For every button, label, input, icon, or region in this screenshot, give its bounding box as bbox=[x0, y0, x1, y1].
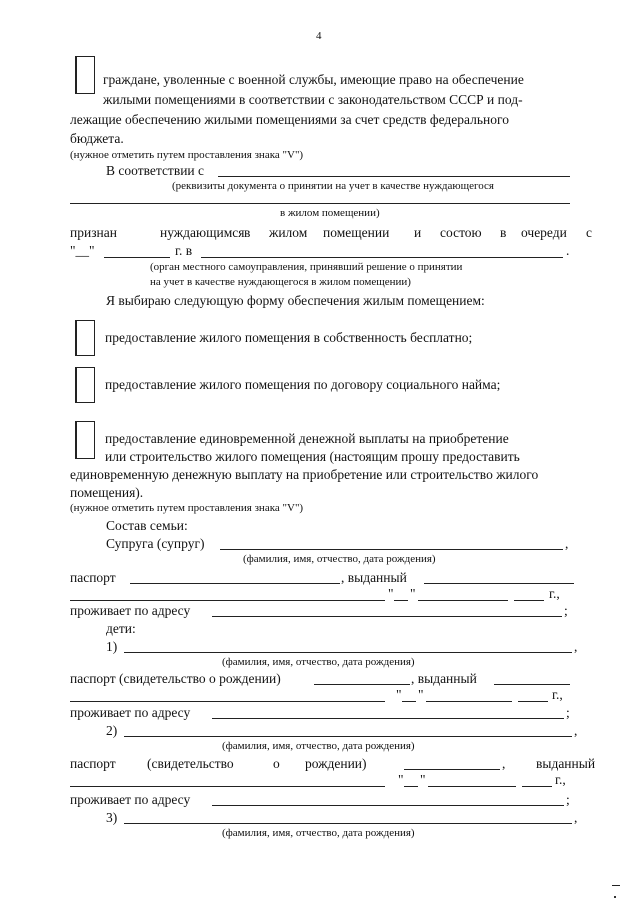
child-2-birth-word: рождении) bbox=[305, 756, 367, 771]
spouse-issue-day-field[interactable] bbox=[394, 600, 408, 601]
authority-caption-1: (орган местного самоуправления, принявший решение о принятии bbox=[150, 261, 463, 273]
queue-date-field[interactable] bbox=[104, 257, 170, 258]
child-3-comma: , bbox=[574, 810, 578, 825]
child-1-issued-label: , выданный bbox=[411, 671, 477, 686]
recognized-word-9: очереди bbox=[521, 225, 567, 240]
child-1-issued-by-field-2[interactable] bbox=[70, 701, 385, 702]
child-3-number: 3) bbox=[106, 810, 118, 825]
spouse-issue-year-field[interactable] bbox=[514, 600, 544, 601]
child-2-certificate-word: (свидетельство bbox=[147, 756, 234, 771]
military-line-1: граждане, уволенные с военной службы, имеющие право на обеспечение bbox=[103, 72, 524, 87]
option-payment-line-3: единовременную денежную выплату на приобретение или строительство жилого bbox=[70, 467, 539, 482]
spouse-fio-field[interactable] bbox=[220, 549, 563, 550]
child-1-address-field[interactable] bbox=[212, 718, 564, 719]
child-1-fio-field[interactable] bbox=[124, 652, 572, 653]
child-1-year-label: г., bbox=[552, 687, 563, 702]
spouse-fio-caption: (фамилия, имя, отчество, дата рождения) bbox=[243, 553, 436, 565]
choice-intro: Я выбираю следующую форму обеспечения жилым помещением: bbox=[106, 293, 485, 308]
document-details-field-2[interactable] bbox=[70, 203, 570, 204]
spouse-address-field[interactable] bbox=[212, 616, 562, 617]
child-2-issued-by-field[interactable] bbox=[70, 786, 385, 787]
recognized-word-10: с bbox=[586, 225, 592, 240]
child-2-address-semicolon: ; bbox=[566, 792, 570, 807]
child-1-issue-year-field[interactable] bbox=[518, 701, 548, 702]
military-checkbox[interactable] bbox=[75, 56, 95, 94]
child-1-issue-day-field[interactable] bbox=[402, 701, 416, 702]
child-1-passport-label: паспорт (свидетельство о рождении) bbox=[70, 671, 281, 686]
child-1-passport-field[interactable] bbox=[314, 684, 410, 685]
option-ownership-checkbox[interactable] bbox=[75, 320, 95, 356]
accordance-label: В соответствии с bbox=[106, 163, 205, 178]
option-payment-checkbox[interactable] bbox=[75, 421, 95, 459]
document-details-caption-2: в жилом помещении) bbox=[280, 207, 380, 219]
child-1-fio-caption: (фамилия, имя, отчество, дата рождения) bbox=[222, 656, 415, 668]
recognized-word-7: состою bbox=[440, 225, 482, 240]
option-social-rent-checkbox[interactable] bbox=[75, 367, 95, 403]
child-1-address-semicolon: ; bbox=[566, 705, 570, 720]
child-2-passport-word: паспорт bbox=[70, 756, 116, 771]
recognized-word-6: и bbox=[414, 225, 422, 240]
spouse-year-label: г., bbox=[549, 586, 560, 601]
military-line-2: жилыми помещениями в соответствии с законодательством СССР и под- bbox=[103, 92, 523, 107]
recognized-word-5: помещении bbox=[323, 225, 390, 240]
document-details-caption: (реквизиты документа о принятии на учет в качестве нуждающегося bbox=[172, 180, 494, 192]
recognized-word-4: жилом bbox=[269, 225, 308, 240]
child-1-date-quote-close: " bbox=[418, 687, 424, 702]
child-2-date-quote-open: " bbox=[398, 772, 404, 787]
child-1-number: 1) bbox=[106, 639, 118, 654]
spouse-date-quote-close: " bbox=[410, 586, 416, 601]
child-2-resides-label: проживает по адресу bbox=[70, 792, 191, 807]
child-2-issue-year-field[interactable] bbox=[522, 786, 552, 787]
recognized-word-2: нуждающимся bbox=[160, 225, 245, 240]
option-payment-line-2: или строительство жилого помещения (настоящим прошу предоставить bbox=[105, 449, 520, 464]
option-note: (нужное отметить путем проставления знака "V") bbox=[70, 502, 304, 514]
child-2-issued-label: выданный bbox=[536, 756, 596, 771]
recognized-word-1: признан bbox=[70, 225, 117, 240]
spouse-passport-label: паспорт bbox=[70, 570, 116, 585]
child-2-comma-after-passport: , bbox=[502, 756, 506, 771]
spouse-issued-by-field[interactable] bbox=[424, 583, 574, 584]
child-2-comma: , bbox=[574, 723, 578, 738]
child-2-issue-day-field[interactable] bbox=[404, 786, 418, 787]
military-line-3: лежащие обеспечению жилыми помещениями за счет средств федерального bbox=[70, 112, 509, 127]
authority-field[interactable] bbox=[201, 257, 563, 258]
child-1-issue-month-field[interactable] bbox=[426, 701, 512, 702]
recognized-word-8: в bbox=[500, 225, 507, 240]
military-note: (нужное отметить путем проставления знака "V") bbox=[70, 149, 304, 161]
queue-date-quotes: "__" bbox=[70, 243, 95, 258]
child-1-date-quote-open: " bbox=[396, 687, 402, 702]
child-2-date-quote-close: " bbox=[420, 772, 426, 787]
child-2-about-word: о bbox=[273, 756, 280, 771]
child-2-issue-month-field[interactable] bbox=[428, 786, 516, 787]
spouse-date-quote-open: " bbox=[388, 586, 394, 601]
spouse-issued-label: , выданный bbox=[341, 570, 407, 585]
authority-caption-2: на учет в качестве нуждающегося в жилом помещении) bbox=[150, 276, 411, 288]
option-payment-line-4: помещения). bbox=[70, 485, 144, 500]
child-2-number: 2) bbox=[106, 723, 118, 738]
document-details-field[interactable] bbox=[218, 176, 570, 177]
spouse-address-semicolon: ; bbox=[564, 603, 568, 618]
spouse-issued-by-field-2[interactable] bbox=[70, 600, 385, 601]
child-1-issued-by-field[interactable] bbox=[494, 684, 570, 685]
option-social-rent-label: предоставление жилого помещения по договору социального найма; bbox=[105, 377, 501, 392]
scan-artifact-dot bbox=[614, 896, 616, 898]
option-ownership-label: предоставление жилого помещения в собственность бесплатно; bbox=[105, 330, 473, 345]
child-2-fio-field[interactable] bbox=[124, 736, 572, 737]
spouse-passport-field[interactable] bbox=[130, 583, 340, 584]
page-number: 4 bbox=[316, 30, 322, 42]
child-2-address-field[interactable] bbox=[212, 805, 564, 806]
queue-year-in: г. в bbox=[175, 243, 193, 258]
scan-artifact-dash bbox=[612, 885, 620, 886]
child-2-passport-field[interactable] bbox=[404, 769, 500, 770]
queue-period: . bbox=[566, 243, 570, 258]
spouse-comma: , bbox=[565, 536, 569, 551]
spouse-label: Супруга (супруг) bbox=[106, 536, 205, 551]
spouse-issue-month-field[interactable] bbox=[418, 600, 508, 601]
children-label: дети: bbox=[106, 621, 136, 636]
military-line-4: бюджета. bbox=[70, 131, 124, 146]
option-payment-line-1: предоставление единовременной денежной выплаты на приобретение bbox=[105, 431, 509, 446]
spouse-resides-label: проживает по адресу bbox=[70, 603, 191, 618]
child-2-year-label: г., bbox=[555, 772, 566, 787]
child-1-comma: , bbox=[574, 639, 578, 654]
child-3-fio-caption: (фамилия, имя, отчество, дата рождения) bbox=[222, 827, 415, 839]
child-3-fio-field[interactable] bbox=[124, 823, 572, 824]
family-title: Состав семьи: bbox=[106, 518, 188, 533]
child-1-resides-label: проживает по адресу bbox=[70, 705, 191, 720]
child-2-fio-caption: (фамилия, имя, отчество, дата рождения) bbox=[222, 740, 415, 752]
recognized-word-3: в bbox=[244, 225, 251, 240]
